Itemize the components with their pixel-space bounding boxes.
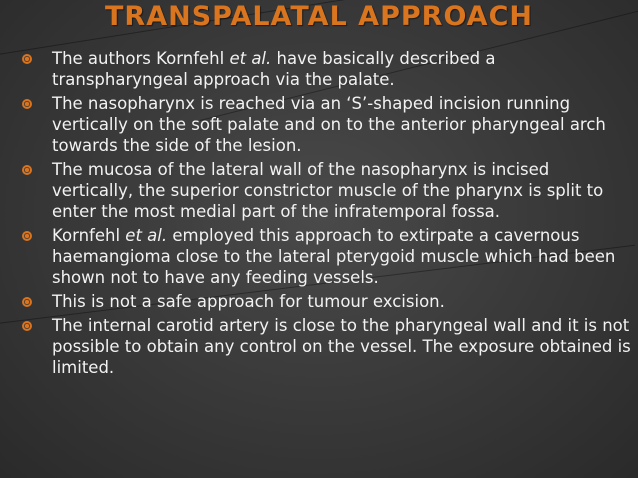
bullet-item: [22, 291, 632, 312]
bullet-icon: [22, 321, 32, 331]
bullet-item: [22, 225, 632, 288]
bullet-list: [22, 48, 632, 381]
bullet-item: [22, 315, 632, 378]
bullet-text: Kornfehl et al. employed this approach to extirpate a cavernous haemangioma close to the lateral pterygoid muscle which had been shown not to have any feeding vessels.: [52, 226, 616, 287]
bullet-icon: [22, 297, 32, 307]
bullet-icon: [22, 231, 32, 241]
bullet-text: The internal carotid artery is close to the pharyngeal wall and it is not possible to obtain any control on the vessel. The exposure obtained is limited.: [52, 316, 631, 377]
bullet-text: This is not a safe approach for tumour excision.: [52, 292, 445, 311]
bullet-item: [22, 48, 632, 90]
bullet-text: The mucosa of the lateral wall of the nasopharynx is incised vertically, the superior constrictor muscle of the pharynx is split to enter the most medial part of the infratemporal fossa.: [52, 160, 604, 221]
bullet-icon: [22, 99, 32, 109]
bullet-item: [22, 159, 632, 222]
slide-title: TRANSPALATAL APPROACH: [105, 1, 533, 32]
bullet-text: The authors Kornfehl et al. have basically described a transpharyngeal approach via the palate.: [52, 49, 496, 89]
bullet-item: [22, 93, 632, 156]
bullet-icon: [22, 165, 32, 175]
bullet-icon: [22, 54, 32, 64]
bullet-text: The nasopharynx is reached via an ‘S’-shaped incision running vertically on the soft palate and on to the anterior pharyngeal arch towards the side of the lesion.: [52, 94, 606, 155]
